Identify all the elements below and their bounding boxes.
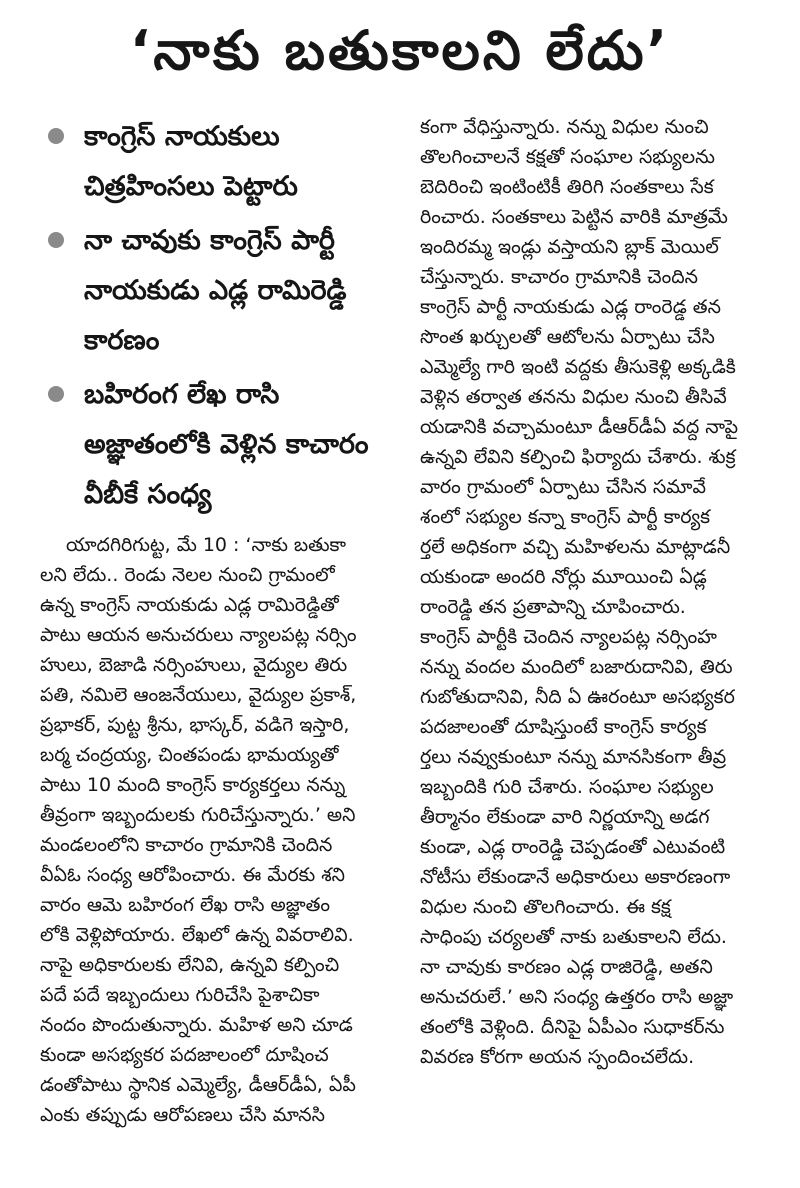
bullet-item	[40, 370, 410, 520]
body-line: తీవ్రంగా ఇబ్బందులకు గురిచేస్తున్నారు.’ అని	[40, 804, 356, 826]
body-line: ఎంకు తప్పుడు ఆరోపణలు చేసి మానసి	[40, 1104, 325, 1126]
body-line: కాంగ్రెస్ పార్టీకి చెందిన న్యాలపట్ల నర్సింహ	[420, 626, 717, 648]
body-line: బెదిరించి ఇంటింటికీ తిరిగి సంతకాలు సేక	[420, 176, 714, 198]
body-line: నందం పొందుతున్నారు. మహిళ అని చూడ	[40, 1014, 353, 1036]
body-line: సాధింపు చర్యలతో నాకు బతుకాలని లేదు.	[420, 926, 727, 948]
body-line: సొంత ఖర్చులతో ఆటోలను ఏర్పాటు చేసి	[420, 326, 715, 348]
right-column	[420, 112, 790, 1072]
body-line: లోకి వెళ్లిపోయారు. లేఖలో ఉన్న వివరాలివి.	[40, 924, 354, 946]
body-line: వీఏఓ సంధ్య ఆరోపించారు. ఈ మేరకు శని	[40, 864, 345, 886]
headline: ‘నాకు బతుకాలని లేదు’	[129, 19, 671, 82]
body-line: ఇబ్బందికి గురి చేశారు. సంఘాల సభ్యుల	[420, 776, 714, 798]
body-line: కుండా, ఎడ్ల రాంరెడ్డి చెప్పడంతో ఎటువంటి	[420, 836, 726, 858]
right-body-text	[420, 112, 790, 1072]
body-line: పతి, నమిలె ఆంజనేయులు, వైద్యుల ప్రకాశ్,	[40, 684, 357, 706]
body-line: లని లేదు.. రెండు నెలల నుంచి గ్రామంలో	[40, 564, 335, 586]
bullet-text: కాంగ్రెస్ నాయకులు చిత్రహింసలు పెట్టారు	[84, 121, 298, 202]
body-line: వెళ్లిన తర్వాత తనను విధుల నుంచి తీసివే	[420, 386, 727, 408]
bullet-dot-icon	[48, 128, 64, 144]
body-line: ప్రభాకర్, పుట్ట శ్రీను, భాస్కర్, వడిగె ఇస్తారి,	[40, 714, 350, 736]
bullet-dot-icon	[48, 232, 64, 248]
body-line: పదే పదే ఇబ్బందులు గురిచేసి పైశాచికా	[40, 984, 320, 1006]
body-line: నోటీసు లేకుండానే అధికారులు అకారణంగా	[420, 866, 731, 888]
body-line: నాపై అధికారులకు లేనివి, ఉన్నవి కల్పించి	[40, 954, 340, 976]
body-line: బర్మ చంద్రయ్య, చింతపండు భామయ్యతో	[40, 744, 339, 766]
body-line: తీర్మానం లేకుండా వారి నిర్ణయాన్ని అడగ	[420, 806, 710, 828]
bullet-item	[40, 112, 410, 212]
body-line: ర్తలే అధికంగా వచ్చి మహిళలను మాట్లాడనీ	[420, 536, 731, 558]
bullet-list	[40, 112, 410, 520]
body-line: యకుండా అందరి నోర్లు మూయించి ఏడ్ల	[420, 566, 707, 588]
body-line: నా చావుకు కారణం ఎడ్ల రాజిరెడ్డి, అతని	[420, 956, 713, 978]
body-line: హులు, బెజాడి నర్సింహులు, వైద్యుల తిరు	[40, 654, 348, 676]
body-line: పాటు ఆయన అనుచరులు న్యాలపట్ల నర్సిం	[40, 624, 357, 646]
body-line: రించారు. సంతకాలు పెట్టిన వారికి మాత్రమే	[420, 206, 728, 228]
body-line: పాటు 10 మంది కాంగ్రెస్ కార్యకర్తలు నన్ను	[40, 774, 346, 796]
bullet-text: బహిరంగ లేఖ రాసి అజ్ఞాతంలోకి వెళ్లిన కాచారం వీబీకే సంధ్య	[84, 379, 369, 510]
body-line: మండలంలోని కాచారం గ్రామానికి చెందిన	[40, 834, 333, 856]
body-line: ఇందిరమ్మ ఇండ్లు వస్తాయని బ్లాక్ మెయిల్	[420, 236, 719, 258]
body-line: కంగా వేధిస్తున్నారు. నన్ను విధుల నుంచి	[420, 116, 709, 138]
body-line: పదజాలంతో దూషిస్తుంటే కాంగ్రెస్ కార్యక	[420, 716, 707, 738]
body-line: వివరణ కోరగా అయన స్పందించలేదు.	[420, 1046, 695, 1068]
body-line: ఎమ్మెల్యే గారి ఇంటి వద్దకు తీసుకెళ్లి అక్కడికి	[420, 356, 736, 378]
body-line: నన్ను వందల మందిలో బజారుదానివి, తిరు	[420, 656, 733, 678]
body-line: శంలో సభ్యుల కన్నా కాంగ్రెస్ పార్టీ కార్యక	[420, 506, 711, 528]
body-line: గుబోతుదానివి, నీది ఏ ఊరంటూ అసభ్యకర	[420, 686, 735, 708]
body-line: కుండా అసభ్యకర పదజాలంలో దూషించ	[40, 1044, 329, 1066]
bullet-text: నా చావుకు కాంగ్రెస్ పార్టీ నాయకుడు ఎడ్ల రామిరెడ్డి కారణం	[84, 225, 347, 356]
body-line: తొలగించాలనే కక్షతో సంఘాల సభ్యులను	[420, 146, 716, 168]
body-line: డంతోపాటు స్థానిక ఎమ్మెల్యే, డీఆర్‌డీఏ, ఏపీ	[40, 1074, 356, 1096]
left-column	[40, 112, 410, 1130]
left-body-text	[40, 530, 410, 1130]
body-line: ఉన్నవి లేవిని కల్పించి ఫిర్యాదు చేశారు. శుక్ర	[420, 446, 736, 468]
body-line: ర్తలు నవ్వుకుంటూ నన్ను మానసికంగా తీవ్ర	[420, 746, 727, 768]
body-line: వారం ఆమె బహిరంగ లేఖ రాసి అజ్ఞాతం	[40, 894, 330, 916]
body-line: అనుచరులే.’ అని సంధ్య ఉత్తరం రాసి అజ్ఞా	[420, 986, 734, 1008]
body-line: రాంరెడ్డి తన ప్రతాపాన్ని చూపించారు.	[420, 596, 686, 618]
body-line: విధుల నుంచి తొలగించారు. ఈ కక్ష	[420, 896, 671, 918]
bullet-item	[40, 216, 410, 366]
body-line: యడానికి వచ్చామంటూ డీఆర్‌డీఏ వద్ద నాపై	[420, 416, 739, 438]
body-line: యాదగిరిగుట్ట, మే 10 : ‘నాకు బతుకా	[66, 534, 347, 556]
body-line: ఉన్న కాంగ్రెస్ నాయకుడు ఎడ్ల రామిరెడ్డితో	[40, 594, 339, 616]
body-line: వారం గ్రామంలో ఏర్పాటు చేసిన సమావే	[420, 476, 706, 498]
body-line: చేస్తున్నారు. కాచారం గ్రామానికి చెందిన	[420, 266, 698, 288]
body-line: కాంగ్రెస్ పార్టీ నాయకుడు ఎడ్ల రాంరెడ్డ తన	[420, 296, 721, 318]
bullet-dot-icon	[48, 386, 64, 402]
body-line: తంలోకి వెళ్లింది. దీనిపై ఏపీఎం సుధాకర్‌ను	[420, 1016, 725, 1038]
